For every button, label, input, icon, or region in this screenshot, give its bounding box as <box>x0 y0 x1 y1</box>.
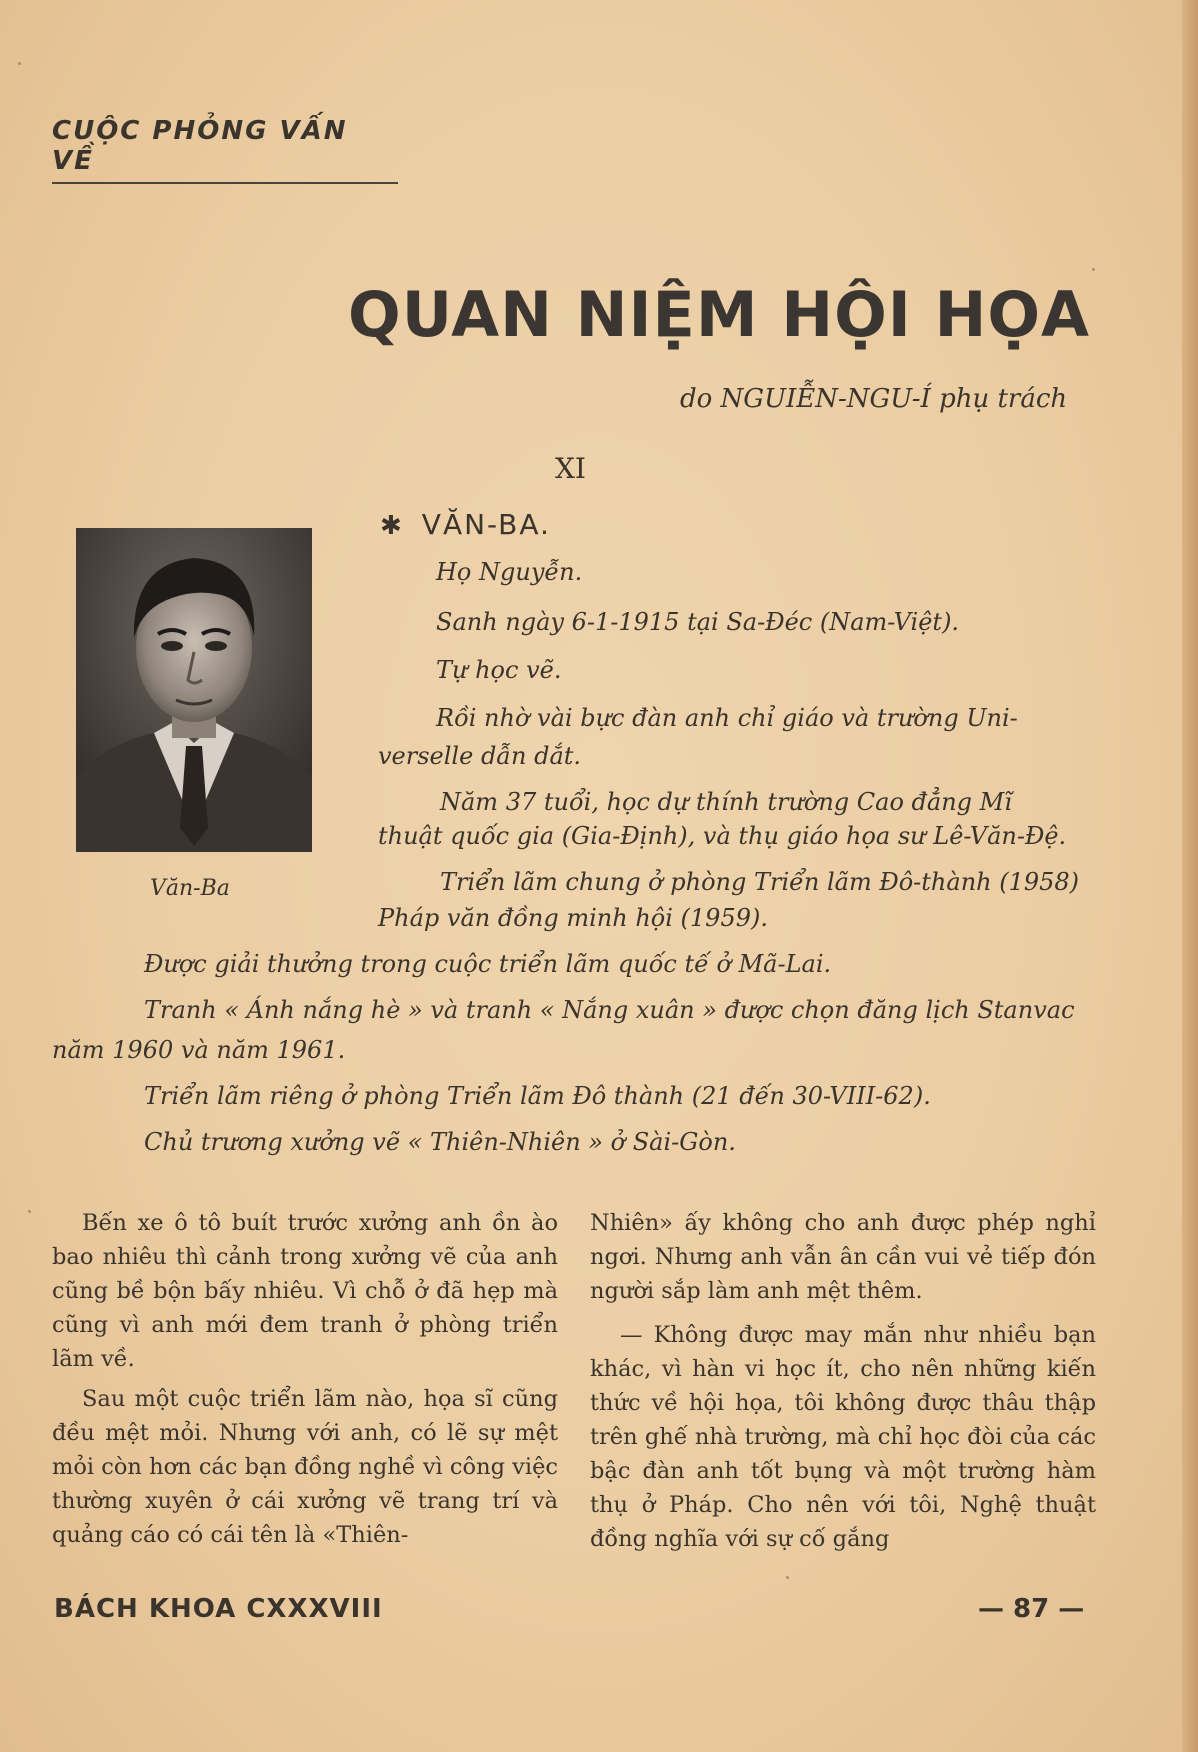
bio-name-text: VĂN-BA. <box>421 508 551 541</box>
bio-line: Tranh « Ánh nắng hè » và tranh « Nắng xuân » được chọn đăng lịch Stanvac <box>144 996 1075 1024</box>
paragraph: Nhiên» ấy không cho anh được phép nghỉ ngơi. Nhưng anh vẫn ân cần vui vẻ tiếp đón người sắp làm anh mệt thêm. <box>590 1210 1096 1304</box>
paper-speck <box>18 62 21 65</box>
bio-line: Được giải thưởng trong cuộc triển lãm quốc tế ở Mã-Lai. <box>144 950 832 978</box>
part-number: XI <box>555 452 586 485</box>
page-number: — 87 — <box>978 1594 1085 1624</box>
bio-line: Tự học vẽ. <box>436 656 562 684</box>
bio-line: verselle dẫn dắt. <box>378 742 582 770</box>
portrait-illustration <box>76 528 312 852</box>
paper-speck <box>1092 268 1095 271</box>
bio-heading <box>380 508 551 541</box>
section-header: CUỘC PHỎNG VẤN VỀ <box>52 116 398 184</box>
bio-line: Pháp văn đồng minh hội (1959). <box>378 904 768 932</box>
page-edge <box>1182 0 1198 1752</box>
bio-line: năm 1960 và năm 1961. <box>52 1036 346 1064</box>
paper-speck <box>28 1210 31 1213</box>
photo-caption: Văn-Ba <box>150 876 230 901</box>
article-byline: do NGUIỄN-NGU-Í phụ trách <box>680 384 1068 414</box>
bio-line: thuật quốc gia (Gia-Định), và thụ giáo họa sư Lê-Văn-Đệ. <box>378 822 1067 850</box>
paper-speck <box>786 1576 789 1579</box>
body-column-left <box>52 1206 558 1558</box>
bio-line: Họ Nguyễn. <box>436 558 583 586</box>
paragraph: — Không được may mắn như nhiều bạn khác, vì hàn vi học ít, cho nên những kiến thức về hội họa, tôi không được thâu thập trên ghế nhà trường, mà chỉ học đòi của các bậc đàn anh tốt bụng và một trường hàm thụ ở Pháp. Cho nên với tôi, Nghệ thuật đồng nghĩa với sự cố gắng <box>590 1322 1096 1552</box>
bio-line: Triển lãm riêng ở phòng Triển lãm Đô thành (21 đến 30-VIII-62). <box>144 1082 931 1110</box>
bio-line: Năm 37 tuổi, học dự thính trường Cao đẳng Mĩ <box>440 788 1012 816</box>
bio-line: Sanh ngày 6-1-1915 tại Sa-Đéc (Nam-Việt). <box>436 608 960 636</box>
paragraph: Bến xe ô tô buít trước xưởng anh ồn ào bao nhiêu thì cảnh trong xưởng vẽ của anh cũng bề bộn bấy nhiêu. Vì chỗ ở đã hẹp mà cũng vì anh mới đem tranh ở phòng triển lãm về. <box>52 1210 558 1372</box>
portrait-photo <box>76 528 312 852</box>
article-title: QUAN NIỆM HỘI HỌA <box>348 278 1091 351</box>
star-icon: ✱ <box>380 511 404 541</box>
body-column-right <box>590 1206 1096 1562</box>
paragraph: Sau một cuộc triển lãm nào, họa sĩ cũng đều mệt mỏi. Nhưng với anh, có lẽ sự mệt mỏi còn hơn các bạn đồng nghề vì công việc thường xuyên ở cái xưởng vẽ trang trí và quảng cáo có cái tên là «Thiên- <box>52 1386 558 1548</box>
bio-line: Chủ trương xưởng vẽ « Thiên-Nhiên » ở Sài-Gòn. <box>144 1128 736 1156</box>
bio-line: Triển lãm chung ở phòng Triển lãm Đô-thành (1958) <box>440 868 1080 896</box>
bio-line: Rồi nhờ vài bực đàn anh chỉ giáo và trường Uni- <box>436 704 1018 732</box>
journal-footer: BÁCH KHOA CXXXVIII <box>54 1594 383 1624</box>
